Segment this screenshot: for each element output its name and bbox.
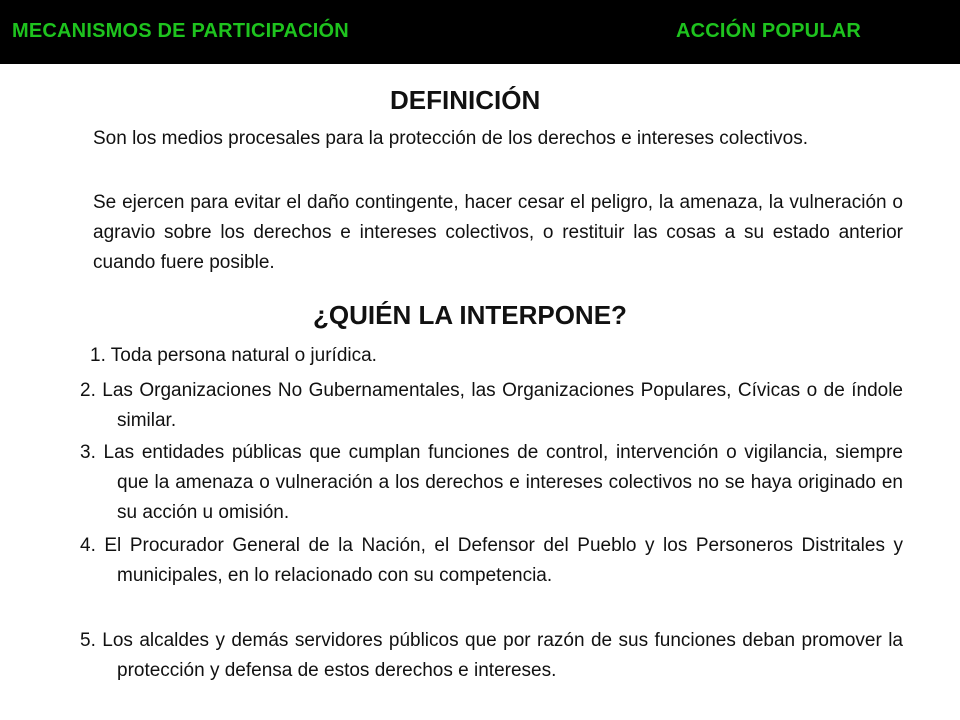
who-item-1: 1. Toda persona natural o jurídica.	[90, 345, 377, 366]
who-item-5: 5. Los alcaldes y demás servidores públicos que por razón de sus funciones deban promover la protección y defensa de estos derechos e intereses.	[80, 630, 903, 681]
who-item-3: 3. Las entidades públicas que cumplan funciones de control, intervención o vigilancia, siempre que la amenaza o vulneración a los derechos e intereses colectivos no se haya originado en su acción u omisión.	[80, 442, 903, 523]
definition-paragraph-1: Son los medios procesales para la protección de los derechos e intereses colectivos.	[93, 128, 808, 149]
definition-title: DEFINICIÓN	[390, 85, 541, 115]
who-title: ¿QUIÉN LA INTERPONE?	[313, 300, 627, 330]
who-item-2: 2. Las Organizaciones No Gubernamentales, las Organizaciones Populares, Cívicas o de índole similar.	[80, 380, 903, 431]
who-item-4: 4. El Procurador General de la Nación, el Defensor del Pueblo y los Personeros Distritales y municipales, en lo relacionado con su competencia.	[80, 535, 903, 586]
header-right-title: ACCIÓN POPULAR	[676, 20, 862, 42]
header-left-title: MECANISMOS DE PARTICIPACIÓN	[12, 20, 349, 42]
definition-paragraph-2: Se ejercen para evitar el daño contingente, hacer cesar el peligro, la amenaza, la vulneración o agravio sobre los derechos e intereses colectivos, o restituir las cosas a su estado anterior cuando fuere posible.	[93, 192, 903, 273]
header-bar	[0, 0, 960, 64]
